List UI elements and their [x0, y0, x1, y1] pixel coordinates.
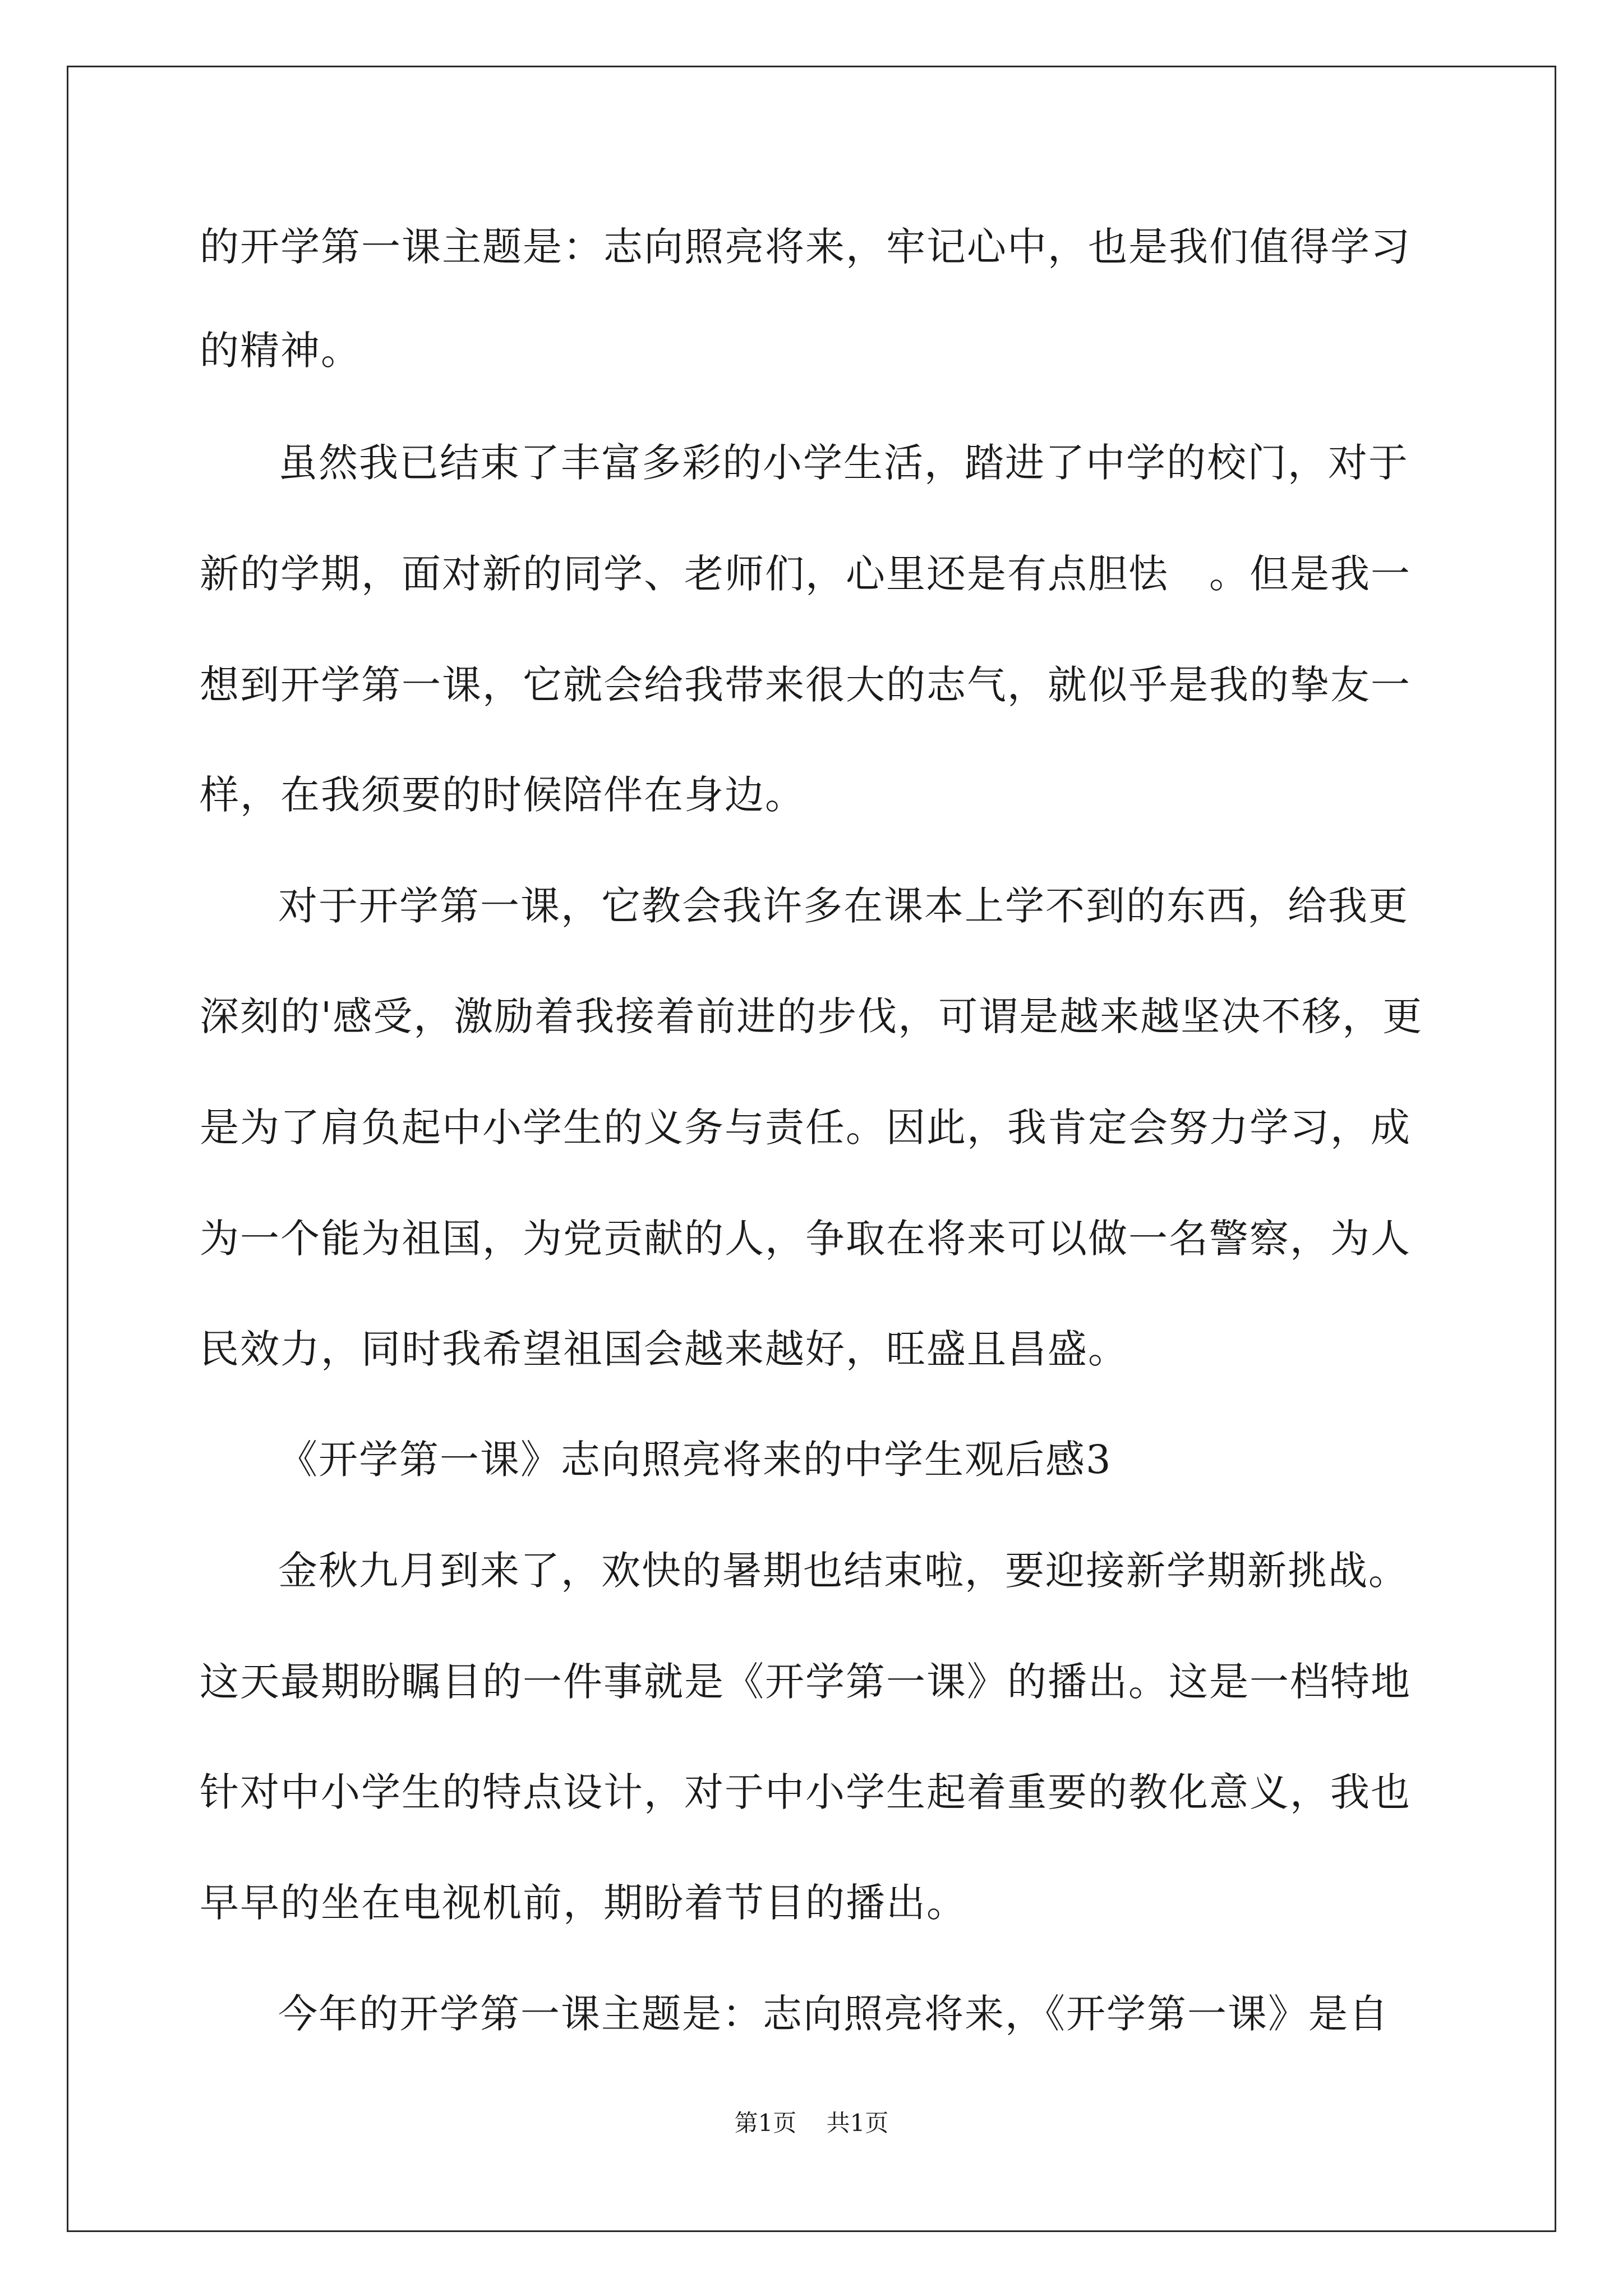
text-line: 针对中小学生的特点设计，对于中小学生起着重要的教化意义，我也 — [200, 1769, 1411, 1815]
paragraph-start-line: 金秋九月到来了，欢快的暑期也结束啦，要迎接新学期新挑战。 — [278, 1548, 1409, 1594]
section-heading: 《开学第一课》志向照亮将来的中学生观后感3 — [278, 1437, 1112, 1483]
text-line: 深刻的'感受，激励着我接着前进的步伐，可谓是越来越坚决不移，更 — [200, 993, 1423, 1039]
text-line: 早早的坐在电视机前，期盼着节目的播出。 — [200, 1880, 967, 1926]
page-footer — [0, 2106, 1623, 2140]
text-line: 的开学第一课主题是：志向照亮将来，牢记心中，也是我们值得学习 — [200, 224, 1411, 270]
text-line: 民效力，同时我希望祖国会越来越好，旺盛且昌盛。 — [200, 1326, 1128, 1372]
page-number: 第1页 — [734, 2109, 797, 2137]
text-line: 的精神。 — [200, 328, 361, 374]
text-line: 为一个能为祖国，为党贡献的人，争取在将来可以做一名警察，为人 — [200, 1216, 1411, 1262]
text-line: 样，在我须要的时候陪伴在身边。 — [200, 772, 805, 818]
paragraph-start-line: 虽然我已结束了丰富多彩的小学生活，踏进了中学的校门，对于 — [278, 440, 1409, 486]
text-line: 新的学期，面对新的同学、老师们，心里还是有点胆怯 。但是我一 — [200, 551, 1411, 597]
page-total: 共1页 — [826, 2109, 889, 2137]
text-line: 是为了肩负起中小学生的义务与责任。因此，我肯定会努力学习，成 — [200, 1105, 1411, 1151]
paragraph-start-line: 今年的开学第一课主题是：志向照亮将来，《开学第一课》是自 — [278, 1991, 1389, 2037]
text-line: 想到开学第一课，它就会给我带来很大的志气，就似乎是我的挚友一 — [200, 662, 1411, 708]
text-line: 这天最期盼瞩目的一件事就是《开学第一课》的播出。这是一档特地 — [200, 1659, 1411, 1705]
paragraph-start-line: 对于开学第一课，它教会我许多在课本上学不到的东西，给我更 — [278, 883, 1409, 929]
